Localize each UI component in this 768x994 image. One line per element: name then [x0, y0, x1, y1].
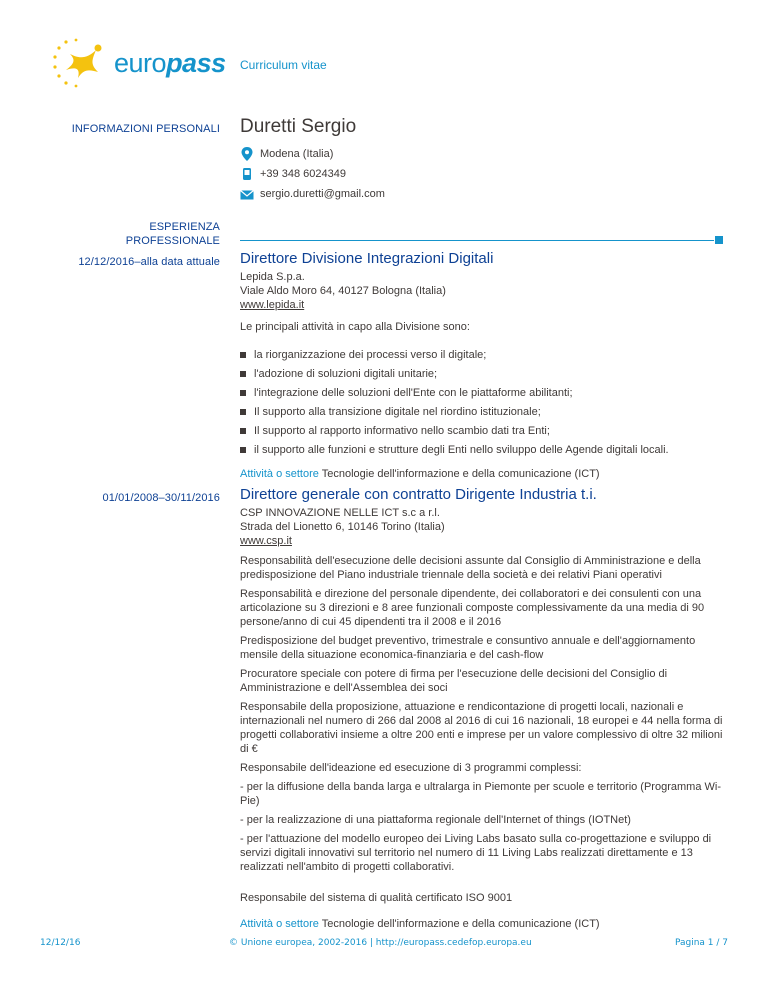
job-title: Direttore generale con contratto Dirigente Industria t.i. [240, 486, 597, 503]
logo-text-eur: eur [114, 48, 152, 78]
footer-page-number: Pagina 1 / 7 [674, 938, 728, 948]
email-envelope-icon [240, 188, 254, 202]
job-paragraph: Responsabilità dell'esecuzione delle decisioni assunte dal Consiglio di Amministrazione e della predisposizione del Piano industriale triennale della società e dei relativi Piani operativi [240, 555, 701, 581]
section-divider-line [240, 240, 714, 241]
employer-address: Strada del Lionetto 6, 10146 Torino (Italia) [240, 521, 445, 533]
job-dates: 12/12/2016–alla data attuale [78, 256, 220, 268]
job-dates: 01/01/2008–30/11/2016 [102, 492, 220, 504]
email-text[interactable]: sergio.duretti@gmail.com [260, 188, 385, 200]
sector-value: Tecnologie dell'informazione e della comunicazione (ICT) [321, 918, 600, 930]
sector-line [240, 917, 725, 931]
location-text: Modena (Italia) [260, 148, 334, 160]
experience-label-line1: ESPERIENZA [149, 221, 220, 233]
employer-name: CSP INNOVAZIONE NELLE ICT s.c a r.l. [240, 507, 440, 519]
sector-line [240, 467, 725, 481]
job-title: Direttore Divisione Integrazioni Digitali [240, 250, 494, 267]
list-item: Il supporto al rapporto informativo nello scambio dati tra Enti; [240, 424, 725, 438]
europass-star-figure-icon [52, 36, 114, 90]
job-entry [240, 252, 725, 481]
duties-list [240, 348, 725, 457]
employer-address: Viale Aldo Moro 64, 40127 Bologna (Italia) [240, 285, 446, 297]
footer-date: 12/12/16 [40, 938, 81, 948]
phone-text[interactable]: +39 348 6024349 [260, 168, 346, 180]
job-paragraph: - per la diffusione della banda larga e ultralarga in Piemonte per scuole e territorio (Programma Wi-Pie) [240, 781, 721, 807]
job-paragraph: Responsabilità e direzione del personale dipendente, dei collaboratori e dei consulenti con una articolazione su 3 direzioni e 8 aree funzionali composte complessivamente da una media di 90 persone/anno di cui 45 dipendenti tra il 2008 e il 2016 [240, 588, 705, 628]
list-item: l'integrazione delle soluzioni dell'Ente con le piattaforme abilitanti; [240, 386, 725, 400]
experience-section-label [126, 220, 220, 248]
job-paragraph: Responsabile della proposizione, attuazione e rendicontazione di progetti locali, nazionali e internazionali nel numero di 266 dal 2008 al 2016 di cui 16 nazionali, 18 europei e 44 nella forma di progetti collaborativi insieme a oltre 200 enti e imprese per un valore complessivo di oltre 32 milioni di € [240, 701, 723, 755]
quality-line: Responsabile del sistema di qualità certificato ISO 9001 [240, 892, 513, 904]
list-item: l'adozione di soluzioni digitali unitarie; [240, 367, 725, 381]
job-paragraph: - per l'attuazione del modello europeo dei Living Labs basato sulla co-progettazione e sviluppo di servizi digitali innovativi sul territorio nel numero di 11 Living Labs realizzati direttamente e 13 realizzati nell'ambito di progetti collaborativi. [240, 833, 712, 873]
mobile-phone-icon [240, 167, 254, 181]
employer-website-link[interactable]: www.csp.it [240, 535, 292, 547]
job-paragraph: Responsabile dell'ideazione ed esecuzione di 3 programmi complessi: [240, 762, 582, 774]
location-pin-icon [240, 147, 254, 161]
job-paragraph: Procuratore speciale con potere di firma per l'esecuzione delle decisioni del Consiglio di Amministrazione e dell'Assemblea dei soci [240, 668, 668, 694]
europass-logo [52, 36, 232, 92]
employer-website-link[interactable]: www.lepida.it [240, 299, 305, 311]
list-item: la riorganizzazione dei processi verso il digitale; [240, 348, 725, 362]
list-item: Il supporto alla transizione digitale nel riordino istituzionale; [240, 405, 725, 419]
job-paragraph: - per la realizzazione di una piattaforma regionale dell'Internet of things (IOTNet) [240, 814, 631, 826]
section-divider-square [715, 236, 723, 244]
footer-copyright[interactable]: © Unione europea, 2002-2016 | http://europass.cedefop.europa.eu [229, 938, 532, 948]
job-paragraph: Predisposizione del budget preventivo, trimestrale e consuntivo annuale e dell'aggiornamento mensile della situazione economica-finanziaria e del cash-flow [240, 635, 696, 661]
sector-value: Tecnologie dell'informazione e della comunicazione (ICT) [321, 468, 600, 480]
job-intro: Le principali attività in capo alla Divisione sono: [240, 321, 470, 333]
personal-info-section-label: INFORMAZIONI PERSONALI [71, 123, 220, 135]
logo-text-o: o [151, 48, 167, 78]
document-title: Curriculum vitae [240, 58, 327, 72]
logo-text-pass: pass [166, 48, 226, 78]
job-entry [240, 488, 725, 931]
experience-label-line2: PROFESSIONALE [125, 235, 220, 247]
list-item: il supporto alle funzioni e strutture degli Enti nello sviluppo delle Agende digitali locali. [240, 443, 725, 457]
sector-label: Attività o settore [240, 918, 319, 930]
sector-label: Attività o settore [240, 468, 319, 480]
person-name: Duretti Sergio [240, 116, 357, 137]
employer-name: Lepida S.p.a. [240, 271, 305, 283]
